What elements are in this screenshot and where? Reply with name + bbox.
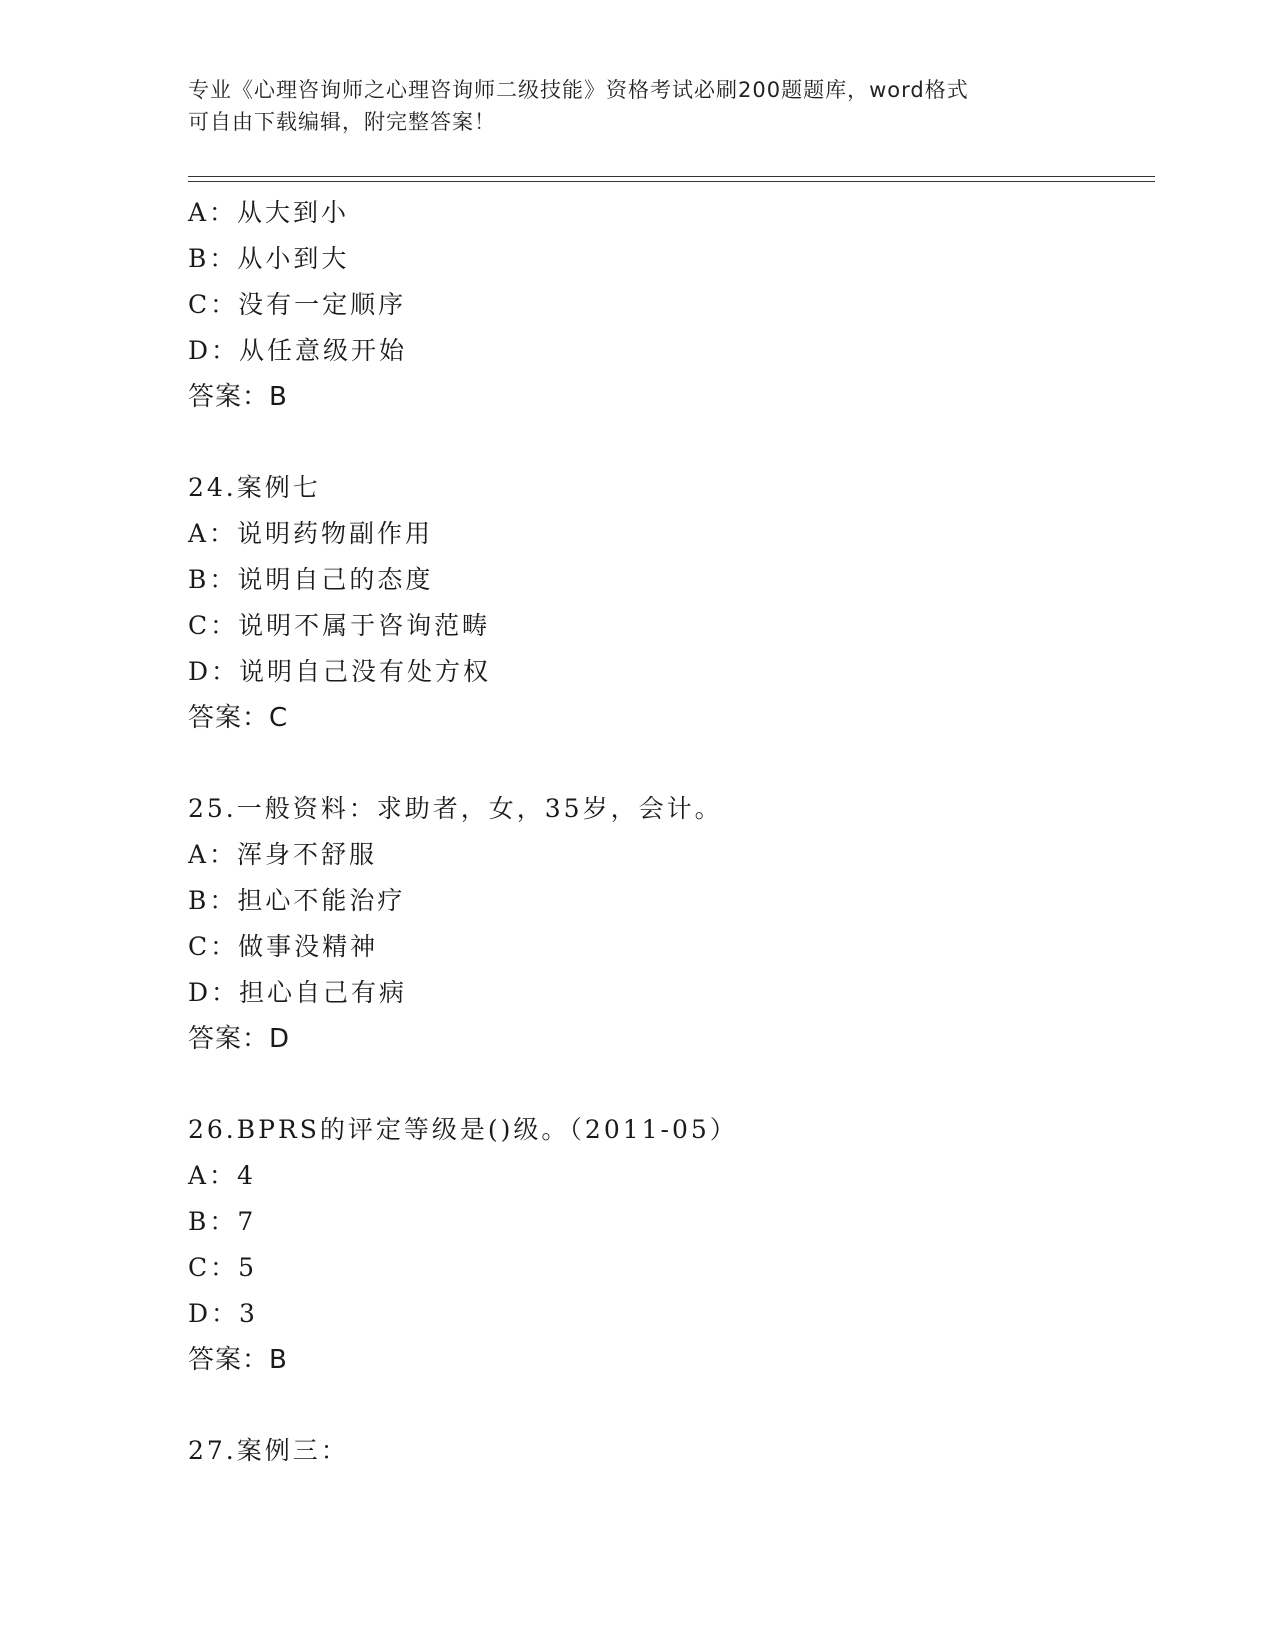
question-stem: 24.案例七 xyxy=(188,473,321,502)
option-a: A：从大到小 xyxy=(188,198,350,227)
header-title-line-1: 专业《心理咨询师之心理咨询师二级技能》资格考试必刷200题题库，word格式 xyxy=(188,78,969,102)
option-c: C：做事没精神 xyxy=(188,932,379,961)
question-block xyxy=(188,190,1148,420)
option-b: B：7 xyxy=(188,1207,257,1236)
option-d: D：3 xyxy=(188,1299,258,1328)
answer-line: 答案：D xyxy=(188,1024,291,1054)
option-c: C：5 xyxy=(188,1253,258,1282)
question-block xyxy=(188,1428,1148,1474)
option-b: B：从小到大 xyxy=(188,244,350,273)
header-title-line-2: 可自由下载编辑，附完整答案！ xyxy=(188,110,496,134)
header-divider-bottom xyxy=(188,181,1155,182)
option-b: B：说明自己的态度 xyxy=(188,565,434,594)
option-c: C：没有一定顺序 xyxy=(188,290,407,319)
option-d: D：担心自己有病 xyxy=(188,978,408,1007)
spacer xyxy=(188,1062,1148,1107)
option-d: D：说明自己没有处方权 xyxy=(188,657,492,686)
question-block xyxy=(188,786,1148,1062)
spacer xyxy=(188,1383,1148,1428)
document-header xyxy=(188,74,1068,138)
option-a: A：浑身不舒服 xyxy=(188,840,378,869)
option-b: B：担心不能治疗 xyxy=(188,886,406,915)
spacer xyxy=(188,420,1148,465)
answer-line: 答案：B xyxy=(188,1345,288,1375)
question-block xyxy=(188,1107,1148,1383)
spacer xyxy=(188,741,1148,786)
header-divider-top xyxy=(188,176,1155,177)
option-a: A：4 xyxy=(188,1161,256,1190)
option-a: A：说明药物副作用 xyxy=(188,519,434,548)
option-d: D：从任意级开始 xyxy=(188,336,408,365)
question-stem: 25.一般资料：求助者，女，35岁，会计。 xyxy=(188,794,723,823)
option-c: C：说明不属于咨询范畴 xyxy=(188,611,491,640)
answer-line: 答案：B xyxy=(188,382,288,412)
question-block xyxy=(188,465,1148,741)
question-list xyxy=(188,190,1148,1474)
answer-line: 答案：C xyxy=(188,703,289,733)
question-stem: 26.BPRS的评定等级是()级。（2011-05） xyxy=(188,1115,738,1144)
question-stem: 27.案例三： xyxy=(188,1436,349,1465)
